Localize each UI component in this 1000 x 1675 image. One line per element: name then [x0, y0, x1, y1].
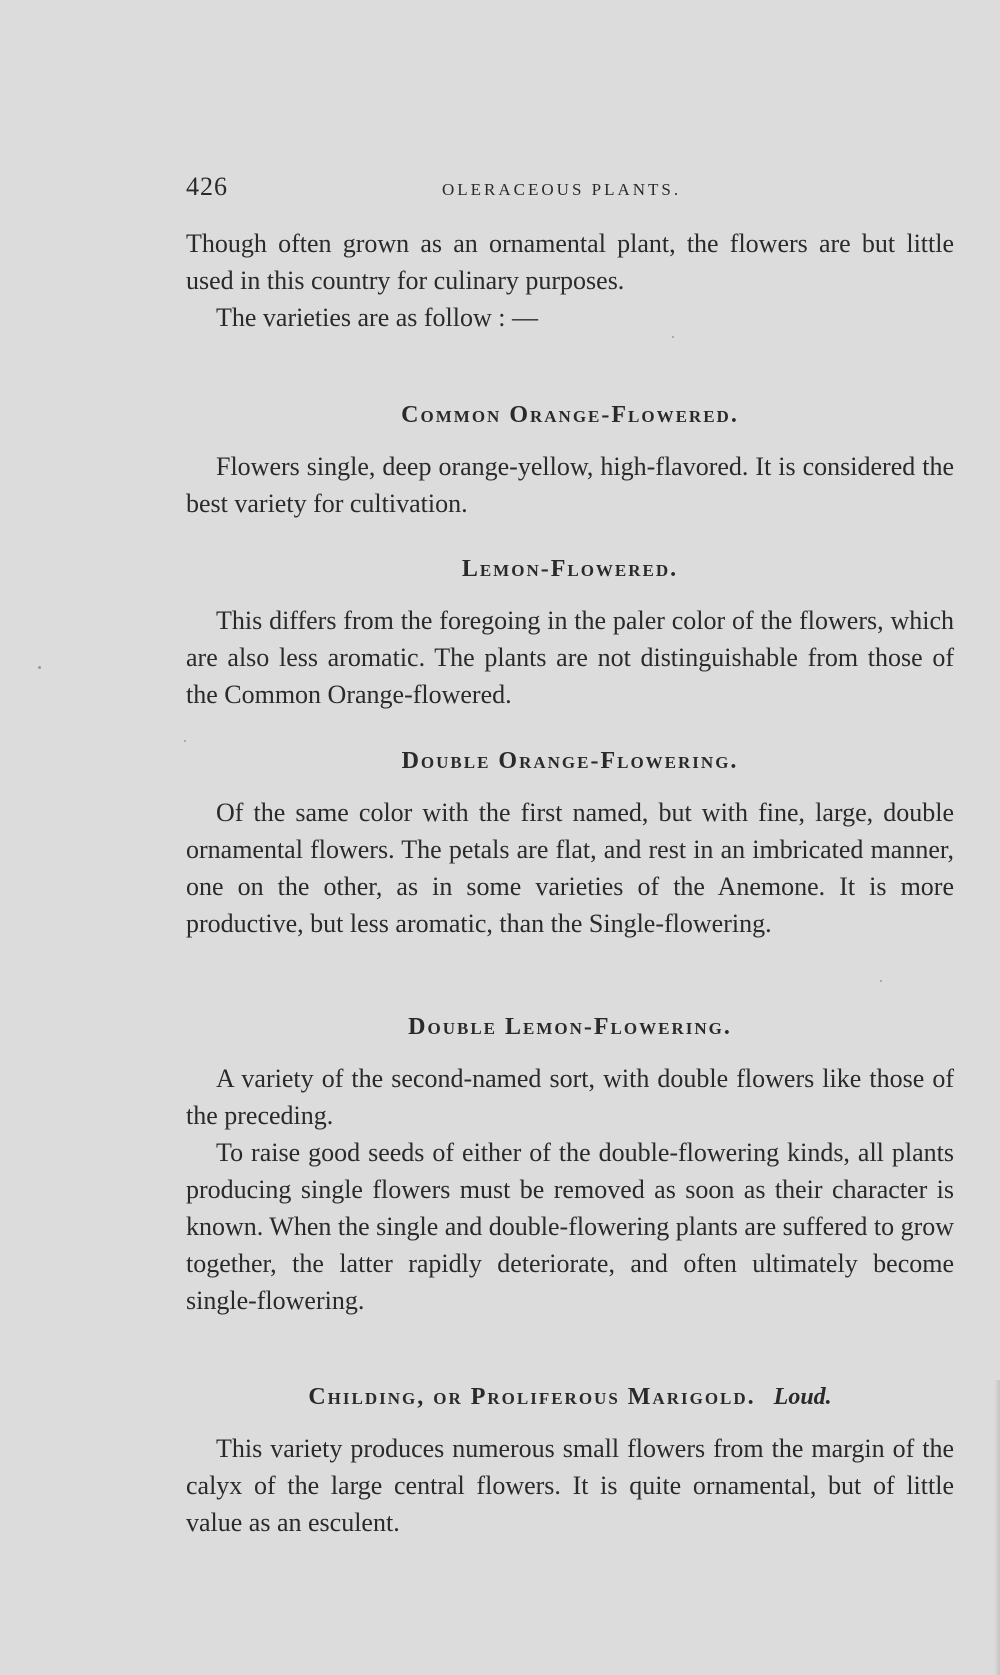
varieties-intro: The varieties are as follow : —	[216, 303, 538, 332]
running-title: OLERACEOUS PLANTS.	[442, 180, 682, 199]
running-head	[186, 172, 954, 206]
paper-speck	[672, 336, 674, 338]
section-paragraph: Of the same color with the first named, but with fine, large, double ornamental flowers. The petals are flat, and rest in an imbricated manner, one on the other, as in some varieties of the Anemone. It is more productive, but less aromatic, than the Single-flowering.	[186, 798, 954, 938]
section-paragraph: To raise good seeds of either of the double-flowering kinds, all plants producing single flowers must be removed as soon as their character is known. When the single and double-flowering plants are suffered to grow together, the latter rapidly deteriorate, and often ultimately become single-flowering.	[186, 1138, 955, 1315]
paper-speck	[38, 666, 41, 669]
page-number: 426	[186, 172, 228, 201]
section-paragraph: Flowers single, deep orange-yellow, high-flavored. It is considered the best variety for cultivation.	[186, 452, 954, 518]
section-paragraph: This variety produces numerous small flowers from the margin of the calyx of the large central flowers. It is quite ornamental, but of little value as an esculent.	[186, 1434, 954, 1537]
section-paragraph: This differs from the foregoing in the paler color of the flowers, which are also less aromatic. The plants are not distinguishable from those of the Common Orange-flowered.	[186, 606, 954, 709]
paper-speck	[184, 740, 186, 742]
section-heading: Common Orange-Flowered.	[401, 402, 739, 428]
section-heading	[186, 1384, 954, 1411]
section-heading: Double Lemon-Flowering.	[408, 1014, 732, 1040]
section-heading: Double Orange-Flowering.	[401, 748, 739, 774]
heading-attribution: Loud.	[773, 1384, 832, 1410]
intro-paragraph: Though often grown as an ornamental plant, the flowers are but little used in this country for culinary purposes.	[186, 229, 954, 295]
section-paragraph: A variety of the second-named sort, with double flowers like those of the preceding.	[186, 1064, 954, 1130]
page-edge	[994, 1380, 1000, 1675]
paper-speck	[880, 980, 882, 982]
section-heading-text: Childing, or Proliferous Marigold.	[308, 1384, 756, 1410]
section-heading: Lemon-Flowered.	[461, 556, 679, 582]
